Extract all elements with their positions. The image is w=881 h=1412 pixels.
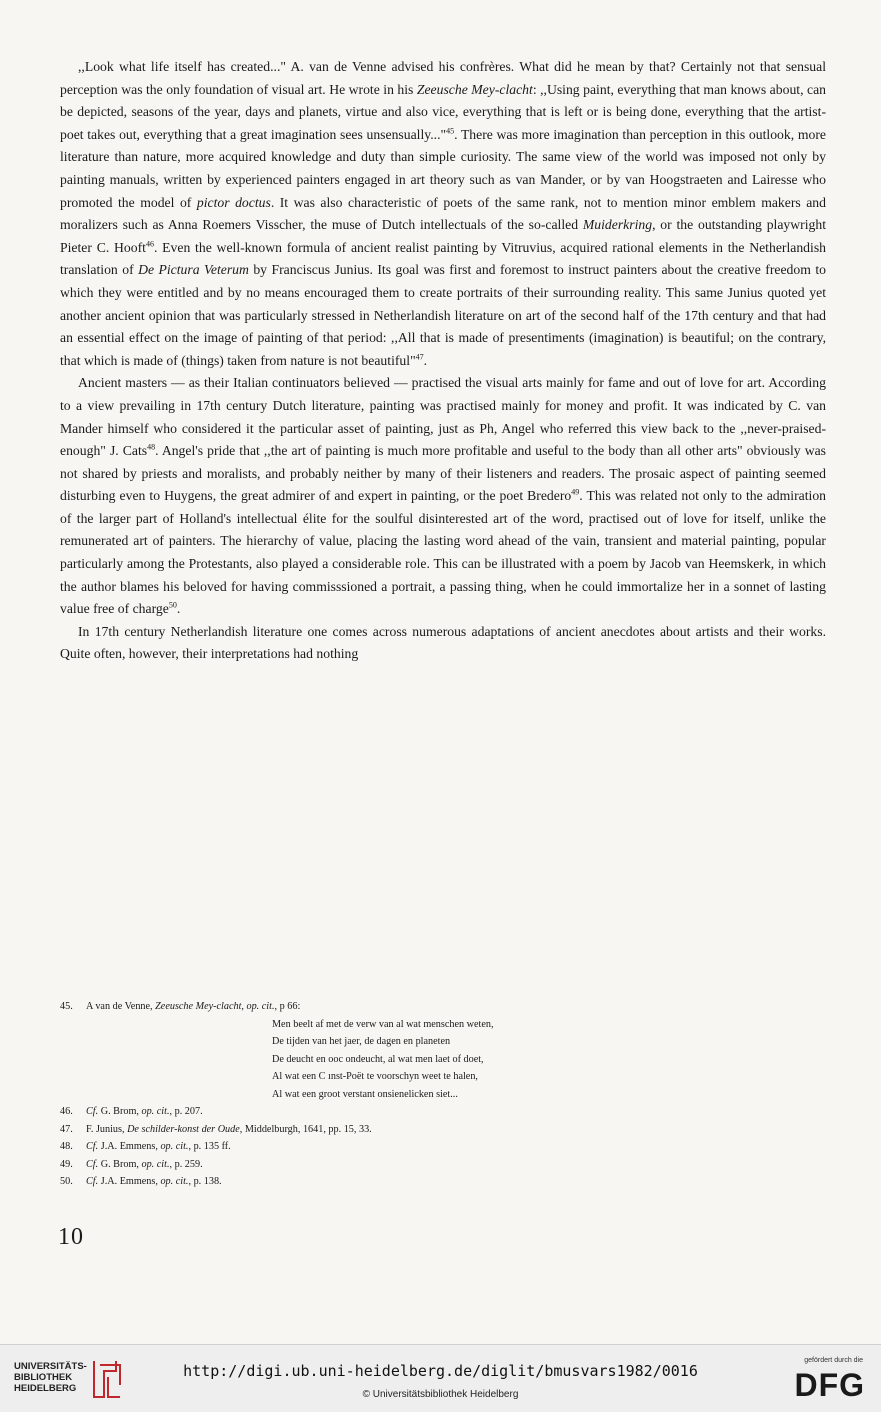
verse-line: Al wat een C ınst-Poët te voorschyn weet te halen, <box>272 1071 478 1082</box>
paragraph-1: ,,Look what life itself has created..." A. van de Venne advised his confrères. What did he mean by that? Certainly not that sensual perception was the only foundation of visual art. He wrote in his Zeeusche Mey-clacht: ,,Using paint, everything that man knows about, can be depicted, seasons of the year, days and planets, virtue and also vice, everything that is left or is being done, everything that the artist-poet takes out, everything that a great imagination sees unsensually..."$^{45}$. There was more imagination than perception in this outlook, more literature than nature, more acquired knowledge and duty than simple curiosity. The same view of the world was imposed not only by painting manuals, written by experienced painters engaged in art theory such as van Mander, or by van Hoogstraeten and Lairesse who promoted the model of pictor doctus. It was also characteristic of poets of the same rank, not to mention minor emblem makers and moralizers such as Anna Roemers Visscher, the muse of Dutch intellectuals of the so-called Muiderkring, or the outstanding playwright Pieter C. Hooft$^{46}$. Even the well-known formula of ancient realist painting by Vitruvius, acquired rational elements in the Netherlandish translation of De Pictura Veterum by Franciscus Junius. Its goal was first and foremost to instruct painters about the creative freedom to which they were entitled and by no means encouraged them to create portraits of their surrounding reality. This same Junius quoted yet another ancient opinion that was particularly stressed in Netherlandish literature on art of the second half of the 17th century and that had an essential effect on the image of painting of that period: ,,All that is made of presentiments (imagination) is beautiful; on the contrary, that which is made of (things) taken from nature is not beautiful"$^{47}$. <box>60 59 826 368</box>
copyright-text: © Universitätsbibliothek Heidelberg <box>362 1389 519 1400</box>
body-text <box>60 56 826 666</box>
footnote-48: 48. Cf. J.A. Emmens, op. cit., p. 135 ff. <box>60 1141 231 1152</box>
footnote-ref-46: 46 <box>145 239 154 249</box>
footnote-47: 47. F. Junius, De schilder-konst der Oude, Middelburgh, 1641, pp. 15, 33. <box>60 1123 372 1135</box>
page-number: 10 <box>58 1224 84 1250</box>
footnote-ref-50: 50 <box>168 600 177 610</box>
paragraph-3: In 17th century Netherlandish literature one comes across numerous adaptations of ancient anecdotes about artists and their works. Quite often, however, their interpretations had nothing <box>60 623 826 662</box>
verse-line: De deucht en ooc ondeucht, al wat men laet of doet, <box>272 1053 484 1065</box>
footnote-ref-49: 49 <box>571 487 580 497</box>
footnotes <box>60 998 826 1191</box>
permalink-url[interactable]: http://digi.ub.uni-heidelberg.de/diglit/bmusvars1982/0016 <box>183 1362 698 1380</box>
footnote-ref-47: 47 <box>415 352 424 362</box>
footnote-46: 46. Cf. G. Brom, op. cit., p. 207. <box>60 1106 203 1117</box>
verse-line: Al wat een groot verstant onsienelicken siet... <box>272 1088 458 1100</box>
footnote-ref-48: 48 <box>147 442 156 452</box>
footnote-ref-45: 45 <box>446 126 455 136</box>
paragraph-2: Ancient masters — as their Italian continuators believed — practised the visual arts mainly for fame and out of love for art. According to a view prevailing in 17th century Dutch literature, painting was practised mainly for money and profit. It was indicated by C. van Mander himself who considered it the particular asset of painting, just as Ph, Angel who referred this view back to the ,,never-praised-enough" J. Cats$^{48}$. Angel's pride that ,,the art of painting is much more profitable and useful to the body than all other arts" obviously was not shared by priests and moralists, and probably neither by many of their listeners and readers. The prosaic aspect of painting seemed disturbing even to Huygens, the great admirer of and expert in painting, or the poet Bredero$^{49}$. This was related not only to the admiration of the larger part of Holland's intellectual élite for the soulful disinterested art of the word, practised out of love for itself, unlike the remunerated art of painters. The hierarchy of value, placing the lasting word ahead of the vain, transient and material painting, popular particularly among the Protestants, also played a considerable role. This can be illustrated with a poem by Jacob van Heemskerk, in which the author blames his beloved for having commisssioned a portrait, a passing thing, when he could immortalize her in a sonnet of lasting value free of charge$^{50}$. <box>60 375 827 617</box>
library-logo-text[interactable]: UNIVERSITÄTS- BIBLIOTHEK HEIDELBERG <box>14 1361 87 1394</box>
funded-by-text: gefördert durch die <box>804 1357 863 1364</box>
dfg-logo[interactable]: DFG <box>794 1367 865 1403</box>
footnote-50: 50. Cf. J.A. Emmens, op. cit., p. 138. <box>60 1176 222 1187</box>
footnote-45: 45. A van de Venne, Zeeusche Mey-clacht, op. cit., p 66: <box>60 1001 301 1012</box>
verse-line: De tijden van het jaer, de dagen en planeten <box>272 1036 451 1047</box>
verse-line: Men beelt af met de verw van al wat menschen weten, <box>272 1018 494 1030</box>
viewer-footer <box>0 1344 881 1412</box>
footnote-49: 49. Cf. G. Brom, op. cit., p. 259. <box>60 1158 203 1170</box>
